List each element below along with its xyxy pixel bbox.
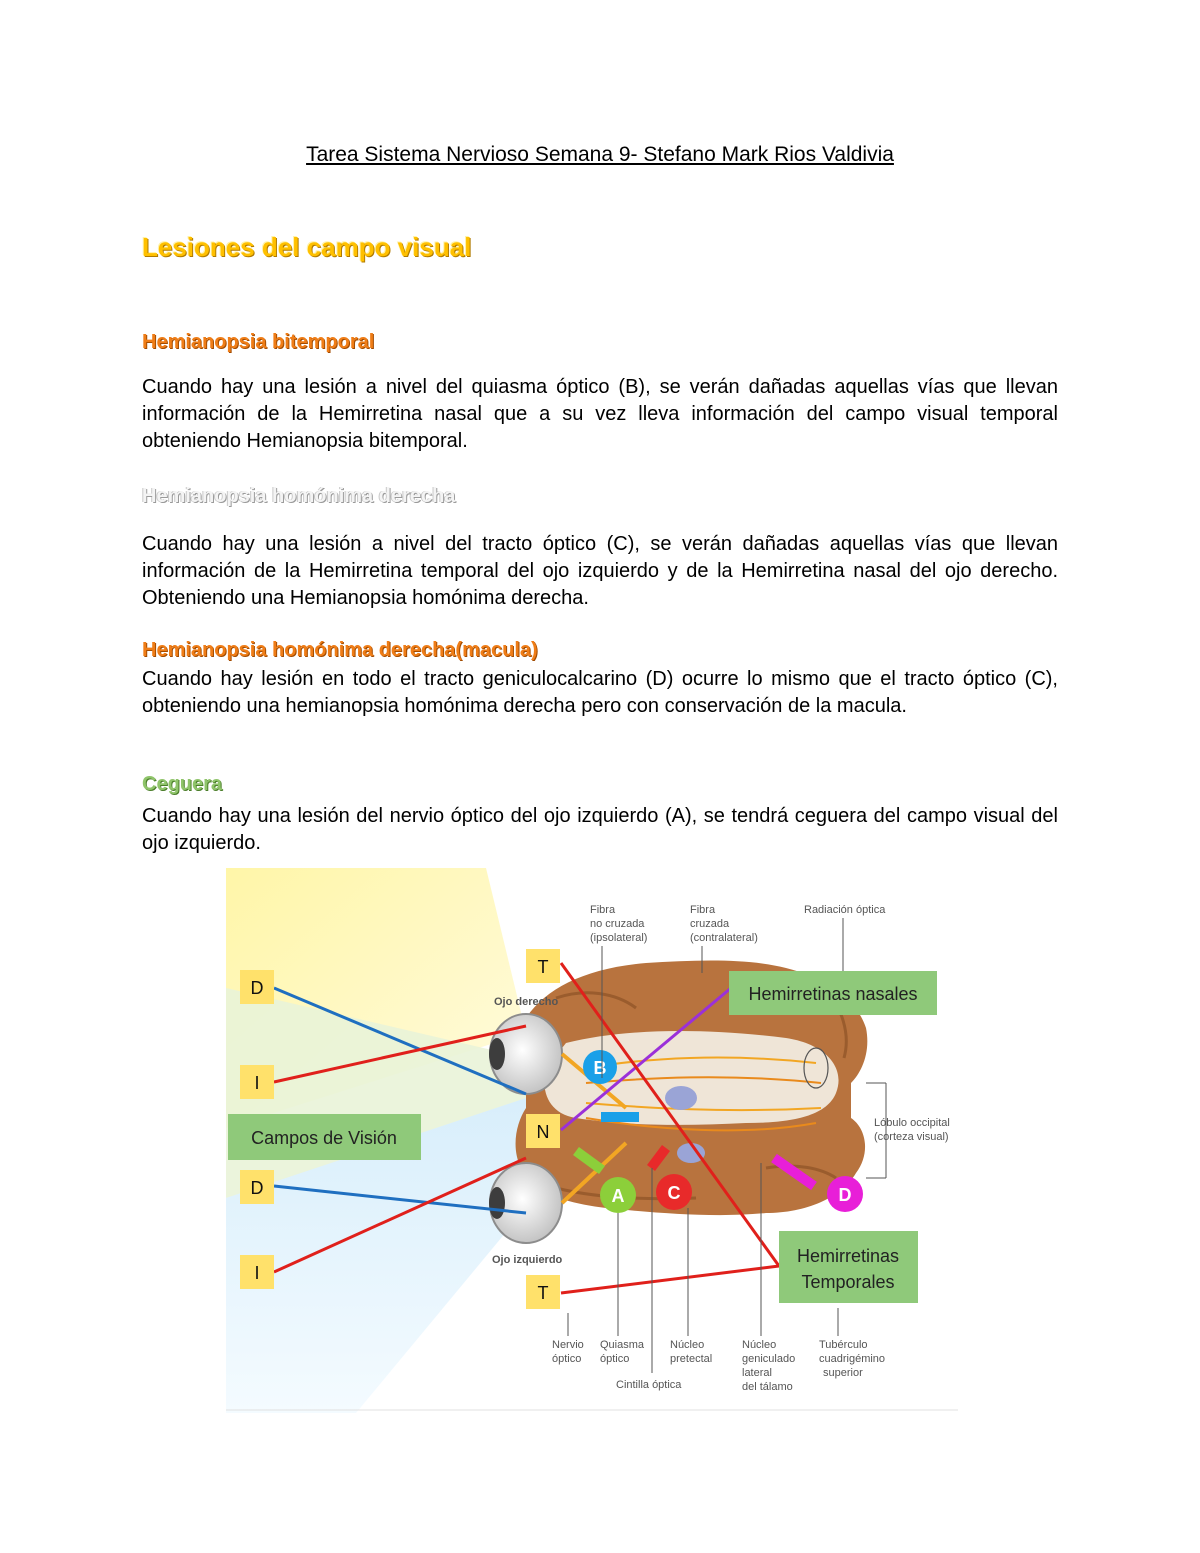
section-title: Lesiones del campo visual — [142, 232, 472, 262]
eye-left-label: Ojo izquierdo — [492, 1254, 563, 1266]
svg-text:cuadrigémino: cuadrigémino — [819, 1353, 886, 1365]
svg-text:del tálamo: del tálamo — [742, 1381, 793, 1393]
svg-text:(corteza visual): (corteza visual) — [874, 1131, 949, 1143]
svg-text:A: A — [611, 1186, 625, 1206]
svg-text:Nervio: Nervio — [552, 1339, 584, 1351]
svg-text:cruzada: cruzada — [690, 918, 730, 930]
svg-text:óptico: óptico — [552, 1353, 582, 1365]
svg-text:D: D — [250, 978, 264, 998]
svg-text:T: T — [537, 1283, 549, 1303]
field-box-i-top — [240, 1065, 274, 1099]
svg-text:óptico: óptico — [600, 1353, 630, 1365]
svg-text:pretectal: pretectal — [670, 1353, 713, 1365]
label-nervio-optico — [552, 1313, 584, 1365]
svg-text:Fibra: Fibra — [590, 904, 616, 916]
retina-box-t-bottom — [526, 1275, 560, 1309]
heading-homonima-macula: Hemianopsia homónima derecha(macula) — [142, 639, 538, 661]
field-box-d-bottom — [240, 1170, 274, 1204]
svg-text:Quiasma: Quiasma — [600, 1339, 645, 1351]
paragraph-homonima: Cuando hay una lesión a nivel del tracto óptico (C), se verán dañadas aquellas vías que llevan información de la Hemirretina temporal del ojo izquierdo y de la Hemirretina nasal del ojo derecho. Obteniendo una Hemianopsia homónima derecha. — [142, 533, 1058, 609]
svg-text:lateral: lateral — [742, 1367, 772, 1379]
svg-text:Lóbulo occipital: Lóbulo occipital — [874, 1117, 950, 1129]
field-box-i-bottom — [240, 1255, 274, 1289]
svg-text:superior: superior — [823, 1367, 863, 1379]
heading-ceguera: Ceguera — [142, 773, 223, 795]
red-line-t-bottom — [561, 1266, 779, 1293]
eye-right-label: Ojo derecho — [494, 996, 559, 1008]
svg-text:Cintilla óptica: Cintilla óptica — [616, 1379, 682, 1391]
retina-box-n — [526, 1114, 560, 1148]
page-title: Tarea Sistema Nervioso Semana 9- Stefano Mark Rios Valdivia — [306, 143, 894, 166]
heading-homonima: Hemianopsia homónima derecha — [142, 485, 456, 507]
lesion-b-marker — [583, 1050, 617, 1084]
lesion-c-marker — [656, 1174, 692, 1210]
field-box-d-top — [240, 970, 274, 1004]
label-radiacion-optica — [804, 904, 886, 971]
label-tuberculo-cuadrigemino — [819, 1308, 885, 1379]
svg-text:D: D — [838, 1185, 852, 1205]
svg-text:Núcleo: Núcleo — [742, 1339, 777, 1351]
svg-text:C: C — [667, 1183, 681, 1203]
svg-text:N: N — [536, 1122, 550, 1142]
hemirretinas-temporales-label — [779, 1231, 918, 1303]
campos-vision-label — [228, 1114, 421, 1160]
lesion-a-marker — [600, 1177, 636, 1213]
visual-pathway-figure — [226, 868, 958, 1413]
svg-text:Núcleo: Núcleo — [670, 1339, 705, 1351]
svg-text:Campos de Visión: Campos de Visión — [251, 1128, 397, 1148]
lesion-d-marker — [827, 1176, 863, 1212]
svg-text:Radiación óptica: Radiación óptica — [804, 904, 886, 916]
left-eye-illustration — [489, 1163, 562, 1243]
lesion-b-bar — [601, 1112, 639, 1122]
hemirretinas-nasales-label — [729, 971, 937, 1015]
svg-text:Fibra: Fibra — [690, 904, 716, 916]
heading-bitemporal: Hemianopsia bitemporal — [142, 331, 375, 353]
svg-text:no cruzada: no cruzada — [590, 918, 645, 930]
paragraph-bitemporal: Cuando hay una lesión a nivel del quiasma óptico (B), se verán dañadas aquellas vías que llevan información de la Hemirretina nasal que a su vez lleva información del campo visual temporal obteniendo Hemianopsia bitemporal. — [142, 376, 1058, 452]
svg-text:I: I — [254, 1263, 260, 1283]
svg-text:Tubérculo: Tubérculo — [819, 1339, 868, 1351]
svg-text:I: I — [254, 1073, 260, 1093]
svg-text:geniculado: geniculado — [742, 1353, 796, 1365]
svg-text:(contralateral): (contralateral) — [690, 932, 758, 944]
label-quiasma-optico — [600, 1213, 645, 1365]
svg-text:T: T — [537, 957, 549, 977]
paragraph-ceguera: Cuando hay una lesión del nervio óptico del ojo izquierdo (A), se tendrá ceguera del campo visual del ojo izquierdo. — [142, 805, 1058, 854]
label-nucleo-pretectal — [670, 1208, 712, 1365]
svg-text:Hemirretinas: Hemirretinas — [796, 1246, 900, 1266]
svg-text:Hemirretinas nasales: Hemirretinas nasales — [748, 984, 918, 1004]
svg-text:(ipsolateral): (ipsolateral) — [590, 932, 648, 944]
retina-box-t-top — [526, 949, 560, 983]
label-lobulo-occipital — [866, 1083, 950, 1178]
paragraph-homonima-macula: Cuando hay lesión en todo el tracto geniculocalcarino (D) ocurre lo mismo que el tracto óptico (C), obteniendo una hemianopsia homónima derecha pero con conservación de la macula. — [142, 668, 1058, 717]
svg-text:Temporales: Temporales — [801, 1272, 895, 1292]
svg-text:B: B — [593, 1058, 607, 1078]
svg-text:D: D — [250, 1178, 264, 1198]
